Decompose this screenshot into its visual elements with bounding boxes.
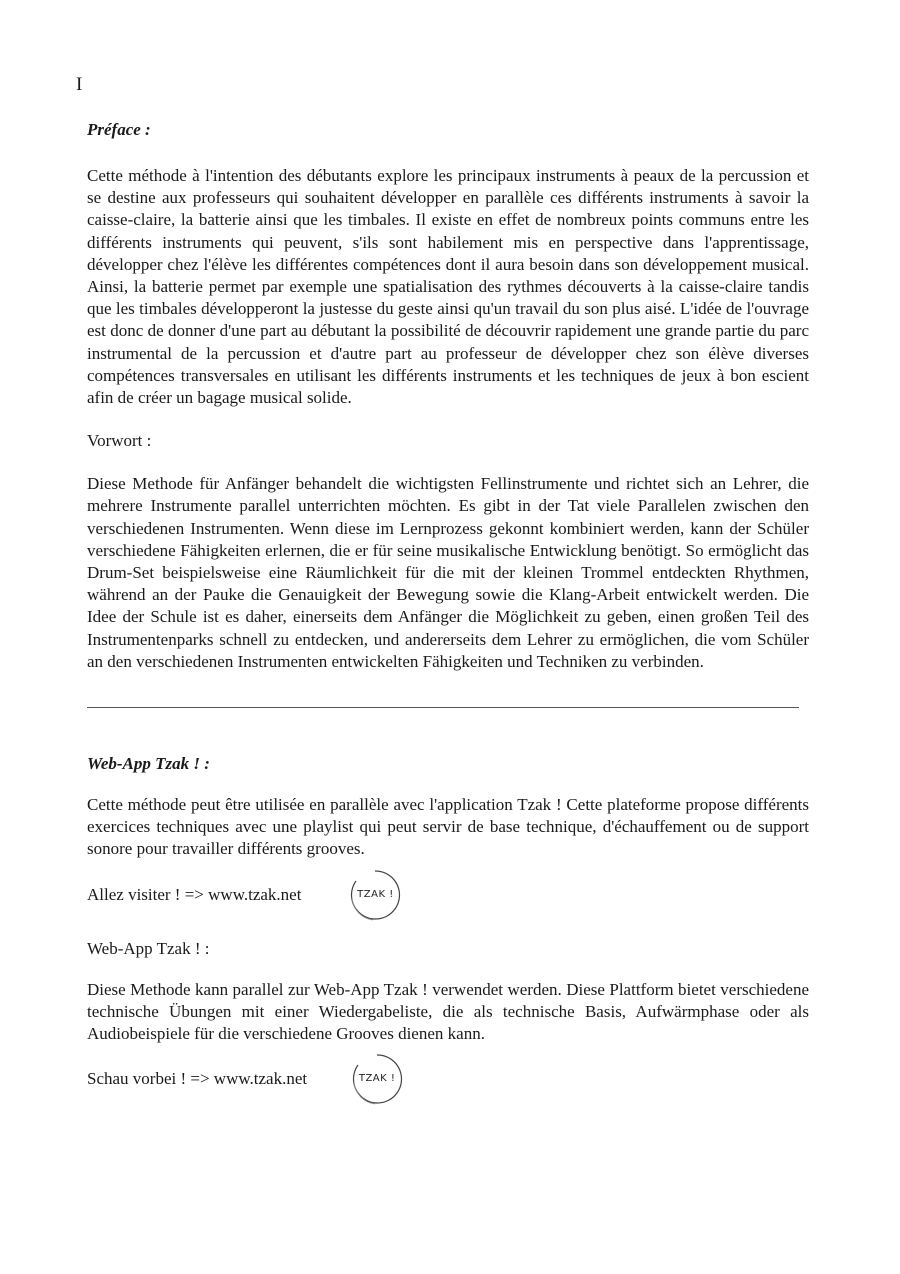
preface-body: Cette méthode à l'intention des débutants explore les principaux instruments à peaux de la percussion et se destine aux professeurs qui souhaitent développer en parallèle ces différents instruments à savoir la caisse-claire, la batterie ainsi que les timbales. Il existe en effet de nombreux points communs entre les différents instruments qui peuvent, s'ils sont habilement mis en perspective dans l'apprentissage, développer chez l'élève les différentes compétences dont il aura besoin dans son développement musical. Ainsi, la batterie permet par exemple une spatialisation des rythmes découverts à la caisse-claire tandis que les timbales développeront la justesse du geste ainsi qu'un travail du son plus aisé. L'idée de l'ouvrage est donc de donner d'une part au débutant la possibilité de découvrir rapidement une grande partie du parc instrumental de la percussion et d'autre part au professeur de développer chez son élève diverses compétences transversales en utilisant les différents instruments et les techniques de jeux à bon escient afin de créer un bagage musical solide.: [87, 166, 809, 408]
webapp-fr-link[interactable]: Allez visiter ! => www.tzak.net: [87, 884, 302, 904]
webapp-fr-body: Cette méthode peut être utilisée en parallèle avec l'application Tzak ! Cette plateforme propose différents exercices techniques avec une playlist qui peut servir de base technique, d'échauffement ou de support sonore pour travailler différents grooves.: [87, 795, 809, 859]
tzak-logo-text: TZAK !: [357, 888, 394, 900]
vorwort-title: Vorwort :: [87, 431, 152, 451]
tzak-logo-text: TZAK !: [358, 1073, 396, 1085]
page-number: I: [76, 74, 83, 95]
webapp-de-title: Web-App Tzak ! :: [87, 938, 210, 958]
webapp-fr-link-row: [87, 867, 809, 923]
page-content: [87, 118, 809, 1107]
webapp-de-link[interactable]: Schau vorbei ! => www.tzak.net: [87, 1069, 308, 1089]
webapp-de-link-row: [87, 1051, 809, 1107]
tzak-logo-icon[interactable]: [349, 1051, 405, 1107]
webapp-fr-title: Web-App Tzak ! :: [87, 754, 210, 774]
webapp-de-body: Diese Methode kann parallel zur Web-App Tzak ! verwendet werden. Diese Plattform bietet verschiedene technische Übungen mit einer Wiedergabeliste, die als technische Basis, Aufwärmphase oder als Audiobeispiele für die verschiedene Grooves dienen kann.: [87, 979, 809, 1044]
tzak-logo-icon[interactable]: [347, 867, 403, 923]
vorwort-body: Diese Methode für Anfänger behandelt die wichtigsten Fellinstrumente und richtet sich an Lehrer, die mehrere Instrumente parallel unterrichten möchten. Es gibt in der Tat viele Parallelen zwischen den verschiedenen Instrumenten. Wenn diese im Lernprozess gekonnt kombiniert werden, kann der Schüler verschiedene Fähigkeiten erlernen, die er für seine musikalische Entwicklung benötigt. So ermöglicht das Drum-Set beispielsweise eine Räumlichkeit für die mit der kleinen Trommel entdeckten Rhythmen, während an der Pauke die Genauigkeit der Bewegung sowie die Klang-Arbeit entwickelt werden. Die Idee der Schule ist es daher, einerseits dem Anfänger die Möglichkeit zu geben, einen großen Teil des Instrumentenparks schnell zu entdecken, und andererseits dem Lehrer zu ermöglichen, die vom Schüler an den verschiedenen Instrumenten entwickelten Fähigkeiten und Techniken zu verbinden.: [87, 474, 809, 671]
preface-title: Préface :: [87, 120, 151, 139]
